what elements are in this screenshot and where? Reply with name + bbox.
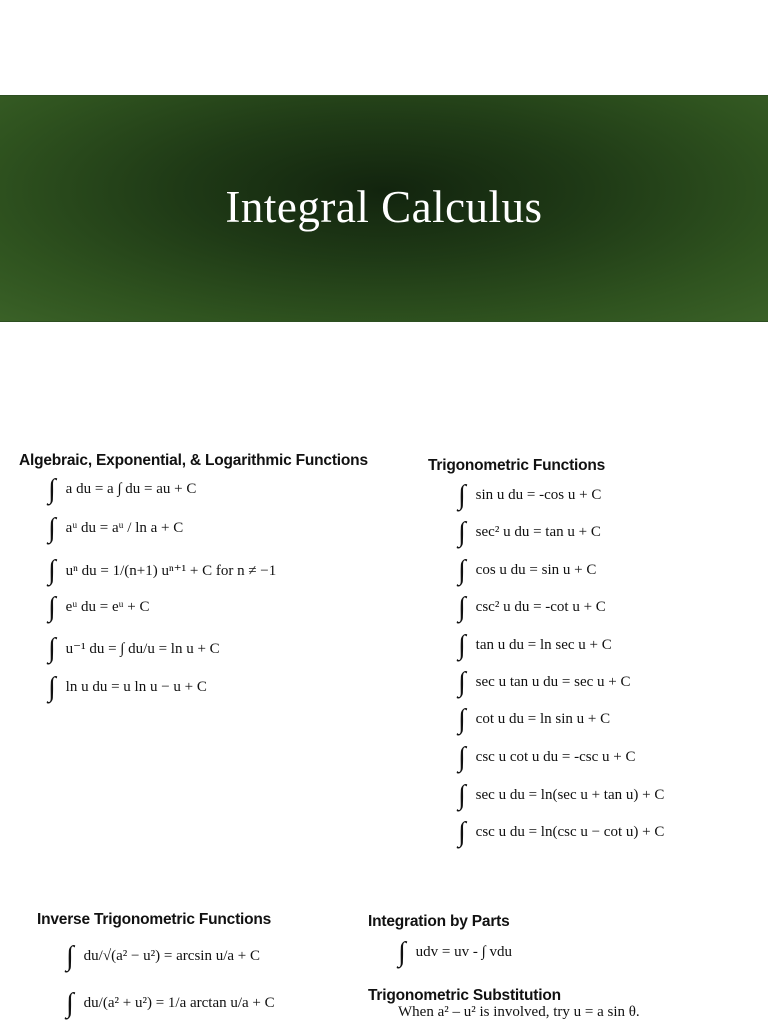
algebraic-section-heading: Algebraic, Exponential, & Logarithmic Functions [19,452,368,469]
formula-row [48,633,220,663]
integral-icon: ∫ [48,555,56,586]
by-parts-section-heading: Integration by Parts [368,913,510,930]
formula-row [458,742,635,772]
formula-expression: udv = uv - ∫ vdu [415,943,512,960]
formula-expression: csc² u du = -cot u + C [475,598,606,615]
integral-icon: ∫ [458,704,466,735]
formula-row [48,592,150,622]
integral-icon: ∫ [48,592,56,623]
page-title: Integral Calculus [225,182,543,232]
integral-icon: ∫ [66,941,74,972]
formula-row [48,555,276,585]
formula-row [458,630,612,660]
formula-expression: uⁿ du = 1/(n+1) uⁿ⁺¹ + C for n ≠ −1 [65,562,277,579]
formula-expression: a du = a ∫ du = au + C [65,480,197,497]
trig-sub-note: When a² – u² is involved, try u = a sin θ. [398,1004,640,1020]
formula-expression: csc u cot u du = -csc u + C [475,748,636,765]
formula-row [458,667,630,697]
integral-icon: ∫ [458,555,466,586]
trig-sub-section-heading: Trigonometric Substitution [368,987,561,1004]
integral-icon: ∫ [458,742,466,773]
integral-icon: ∫ [458,780,466,811]
formula-expression: csc u du = ln(csc u − cot u) + C [475,823,665,840]
formula-row [458,780,664,810]
formula-row [458,592,606,622]
formula-expression: sec u tan u du = sec u + C [475,673,631,690]
formula-expression: ln u du = u ln u − u + C [65,678,207,695]
formula-row [458,817,664,847]
integral-icon: ∫ [458,630,466,661]
inverse-trig-section-heading: Inverse Trigonometric Functions [37,911,272,928]
formula-row [458,480,601,510]
integral-icon: ∫ [458,517,466,548]
integral-icon: ∫ [48,633,56,664]
formula-expression: sec² u du = tan u + C [475,523,601,540]
formula-expression: sec u du = ln(sec u + tan u) + C [475,786,665,803]
formula-row [458,555,596,585]
integral-icon: ∫ [458,667,466,698]
formula-expression: cot u du = ln sin u + C [475,710,611,727]
formula-row [458,704,610,734]
formula-expression: sin u du = -cos u + C [475,486,602,503]
integral-icon: ∫ [48,474,56,505]
formula-row [48,474,196,504]
formula-expression: tan u du = ln sec u + C [475,636,612,653]
formula-row [398,937,512,967]
formula-expression: u⁻¹ du = ∫ du/u = ln u + C [65,640,220,657]
formula-row [48,513,183,543]
formula-expression: eᵘ du = eᵘ + C [65,598,150,615]
formula-row [66,941,260,971]
integral-icon: ∫ [458,480,466,511]
formula-expression: cos u du = sin u + C [475,561,597,578]
integral-icon: ∫ [48,513,56,544]
formula-row [48,672,207,702]
formula-expression: aᵘ du = aᵘ / ln a + C [65,519,184,536]
trigonometric-section-heading: Trigonometric Functions [428,457,606,474]
formula-row [458,517,601,547]
formula-row [66,988,275,1018]
title-banner [0,95,768,322]
integral-icon: ∫ [66,988,74,1019]
integral-icon: ∫ [458,592,466,623]
integral-icon: ∫ [398,937,406,968]
formula-expression: du/√(a² − u²) = arcsin u/a + C [83,947,260,964]
formula-expression: du/(a² + u²) = 1/a arctan u/a + C [83,994,275,1011]
integral-icon: ∫ [48,672,56,703]
integral-icon: ∫ [458,817,466,848]
